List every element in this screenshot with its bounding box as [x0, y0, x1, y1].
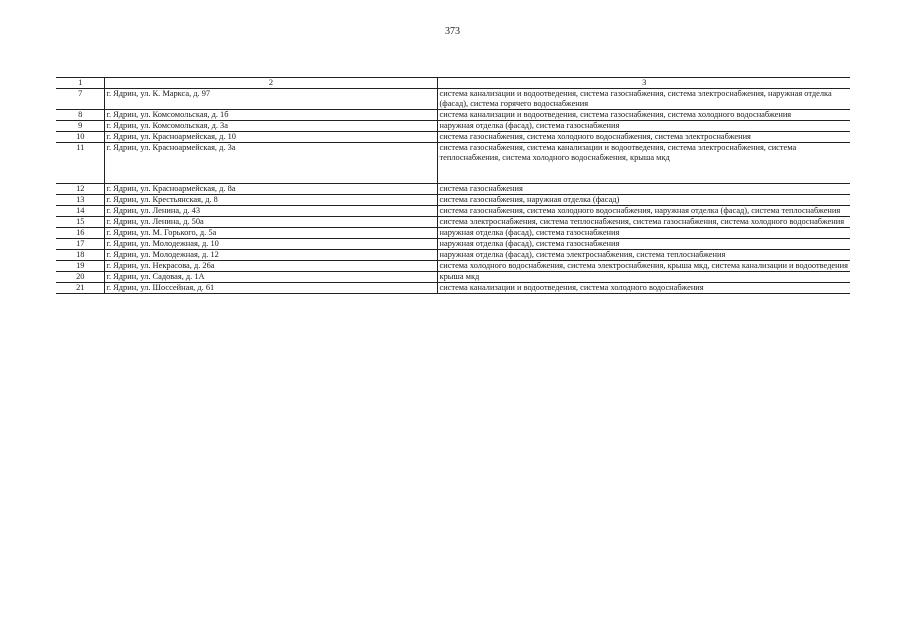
- systems-cell: наружная отделка (фасад), система электроснабжения, система теплоснабжения: [437, 250, 850, 261]
- row-number-cell: 15: [56, 217, 104, 228]
- address-cell: г. Ядрин, ул. Ленина, д. 50а: [104, 217, 437, 228]
- systems-cell: система канализации и водоотведения, система газоснабжения, система холодного водоснабжения: [437, 110, 850, 121]
- address-cell: г. Ядрин, ул. Молодежная, д. 10: [104, 239, 437, 250]
- row-number-cell: 19: [56, 261, 104, 272]
- row-number-cell: 12: [56, 184, 104, 195]
- row-number-cell: 18: [56, 250, 104, 261]
- systems-cell: наружная отделка (фасад), система газоснабжения: [437, 121, 850, 132]
- address-cell: г. Ядрин, ул. Ленина, д. 43: [104, 206, 437, 217]
- systems-cell: система канализации и водоотведения, система газоснабжения, система электроснабжения, наружная отделка (фасад), система горячего водоснабжения: [437, 89, 850, 110]
- table-row: [56, 228, 850, 239]
- systems-cell: система газоснабжения, система канализации и водоотведения, система электроснабжения, система теплоснабжения, система холодного водоснабжения, крыша мкд: [437, 143, 850, 184]
- table-row: [56, 143, 850, 184]
- row-number-cell: 20: [56, 272, 104, 283]
- row-number-cell: 14: [56, 206, 104, 217]
- address-cell: г. Ядрин, ул. Красноармейская, д. 3а: [104, 143, 437, 184]
- address-cell: г. Ядрин, ул. Комсомольская, д. 3а: [104, 121, 437, 132]
- address-cell: г. Ядрин, ул. Красноармейская, д. 10: [104, 132, 437, 143]
- table-row: [56, 121, 850, 132]
- systems-cell: крыша мкд: [437, 272, 850, 283]
- page-number: 373: [445, 26, 460, 37]
- table-row: [56, 261, 850, 272]
- row-number-cell: 21: [56, 283, 104, 294]
- systems-cell: система газоснабжения, наружная отделка (фасад): [437, 195, 850, 206]
- column-header-number: 1: [56, 78, 104, 89]
- systems-cell: система газоснабжения, система холодного водоснабжения, наружная отделка (фасад), система теплоснабжения: [437, 206, 850, 217]
- row-number-cell: 11: [56, 143, 104, 184]
- row-number-cell: 17: [56, 239, 104, 250]
- systems-cell: система газоснабжения: [437, 184, 850, 195]
- systems-cell: наружная отделка (фасад), система газоснабжения: [437, 228, 850, 239]
- systems-cell: система газоснабжения, система холодного водоснабжения, система электроснабжения: [437, 132, 850, 143]
- address-cell: г. Ядрин, ул. Молодежная, д. 12: [104, 250, 437, 261]
- address-cell: г. Ядрин, ул. К. Маркса, д. 97: [104, 89, 437, 110]
- table-header-row: [56, 78, 850, 89]
- table-row: [56, 184, 850, 195]
- table-row: [56, 239, 850, 250]
- row-number-cell: 9: [56, 121, 104, 132]
- table-row: [56, 283, 850, 294]
- column-header-address: 2: [104, 78, 437, 89]
- systems-cell: система канализации и водоотведения, система холодного водоснабжения: [437, 283, 850, 294]
- row-number-cell: 8: [56, 110, 104, 121]
- houses-systems-table: [56, 77, 850, 294]
- systems-cell: система холодного водоснабжения, система электроснабжения, крыша мкд, система канализации и водоотведения: [437, 261, 850, 272]
- address-cell: г. Ядрин, ул. Шоссейная, д. 61: [104, 283, 437, 294]
- address-cell: г. Ядрин, ул. Крестьянская, д. 8: [104, 195, 437, 206]
- address-cell: г. Ядрин, ул. Красноармейская, д. 8а: [104, 184, 437, 195]
- systems-cell: наружная отделка (фасад), система газоснабжения: [437, 239, 850, 250]
- table-row: [56, 250, 850, 261]
- table-row: [56, 195, 850, 206]
- row-number-cell: 13: [56, 195, 104, 206]
- row-number-cell: 16: [56, 228, 104, 239]
- table-row: [56, 217, 850, 228]
- row-number-cell: 7: [56, 89, 104, 110]
- column-header-systems: 3: [437, 78, 850, 89]
- table-row: [56, 132, 850, 143]
- address-cell: г. Ядрин, ул. Некрасова, д. 26а: [104, 261, 437, 272]
- address-cell: г. Ядрин, ул. Комсомольская, д. 1б: [104, 110, 437, 121]
- address-cell: г. Ядрин, ул. Садовая, д. 1А: [104, 272, 437, 283]
- table-row: [56, 206, 850, 217]
- systems-cell: система электроснабжения, система теплоснабжения, система газоснабжения, система холодного водоснабжения: [437, 217, 850, 228]
- row-number-cell: 10: [56, 132, 104, 143]
- table-row: [56, 89, 850, 110]
- address-cell: г. Ядрин, ул. М. Горького, д. 5а: [104, 228, 437, 239]
- table-row: [56, 110, 850, 121]
- table-row: [56, 272, 850, 283]
